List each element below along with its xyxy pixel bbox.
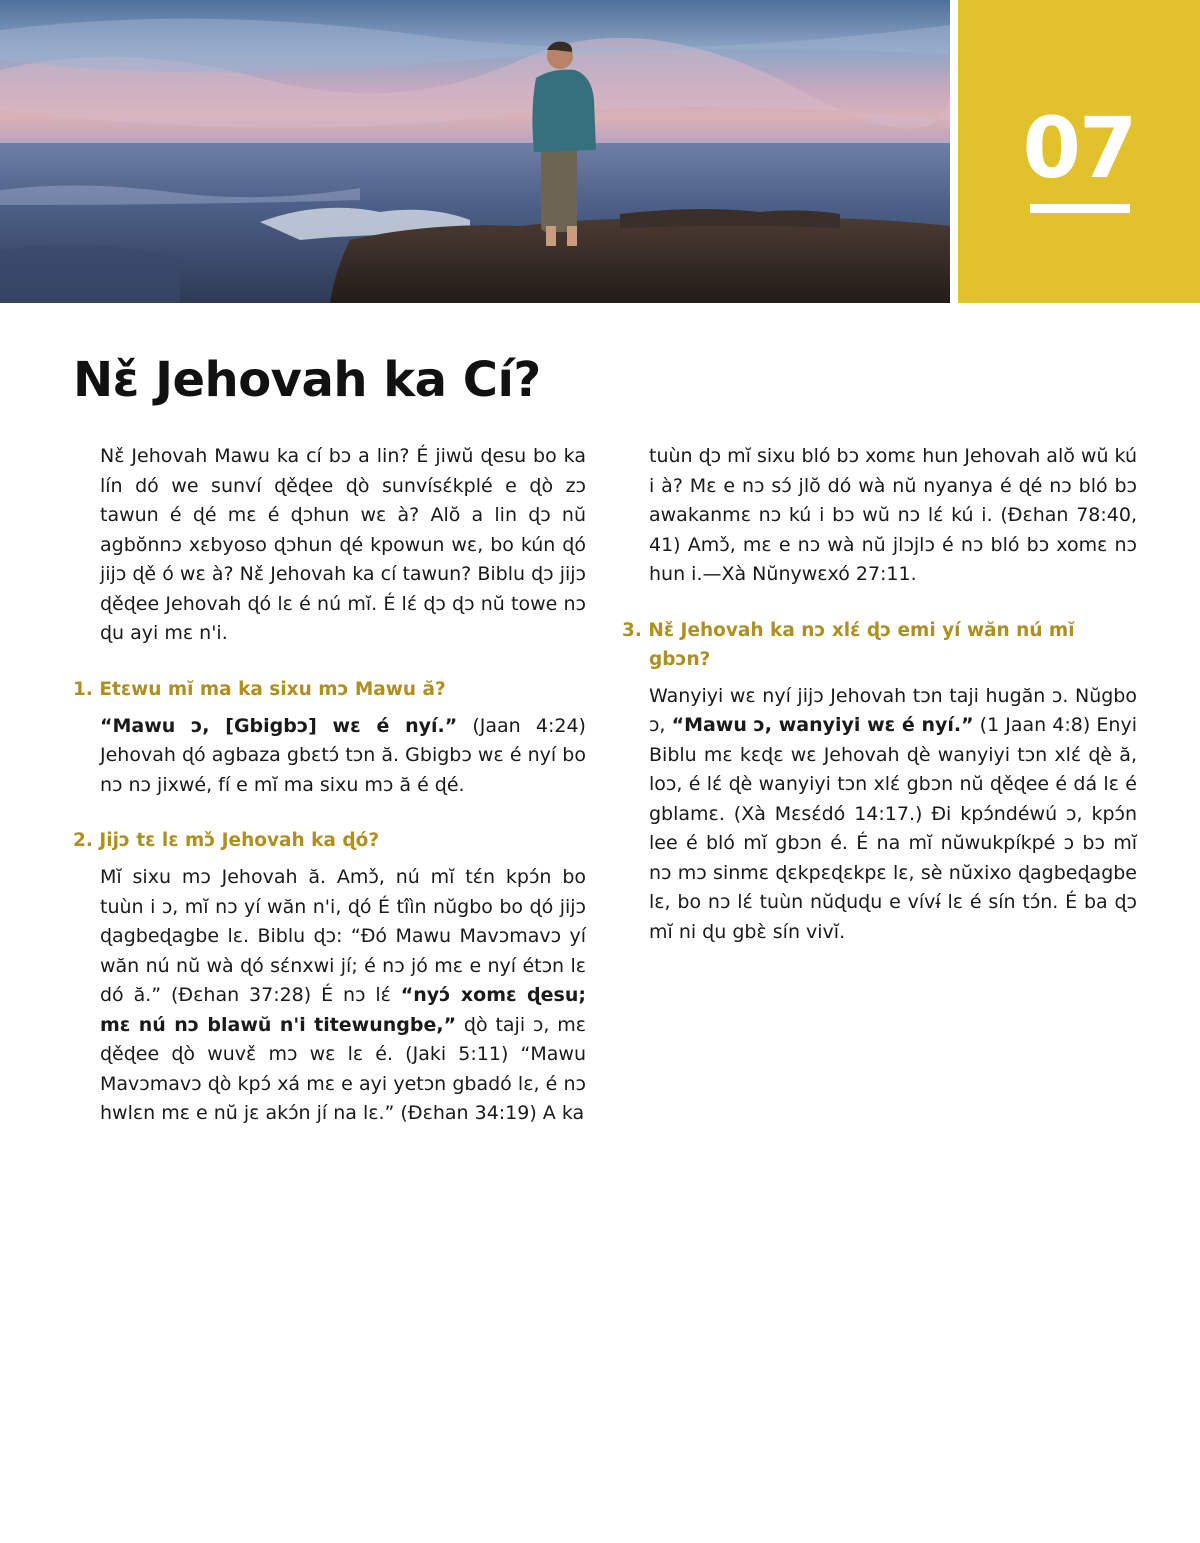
section-2-text-before: Mĭ sixu mɔ Jehovah ă. Amɔ̌, nú mĭ tɛ́n kpɔ́n bo tuùn i ɔ, mĭ nɔ yí wăn n'i, ɖó É tîìn nŭgbo bo ɖó jijɔ ɖagbeɖagbe lɛ. Biblu ɖɔ: “Ðó Mawu Mavɔmavɔ yí wăn nú nŭ wà ɖó sɛ́nxwi jí; é nɔ jó mɛ e nyí étɔn lɛ dó ă.” (Ðɛhan 37:28) É nɔ lɛ́ [100, 866, 586, 1006]
scripture-quote-3: “Mawu ɔ, wanyiyi wɛ é nyí.” [671, 714, 974, 736]
chapter-number: 07 [1022, 99, 1136, 197]
section-1-paragraph [73, 712, 586, 801]
chapter-number-box [958, 0, 1200, 303]
question-heading-2: 2. Jijɔ tɛ lɛ mɔ̌ Jehovah ka ɖó? [73, 830, 380, 851]
hero-photo [0, 0, 950, 303]
chapter-underline [1030, 204, 1130, 213]
text-column-right [622, 442, 1137, 947]
question-heading-1: 1. Etɛwu mĭ ma ka sixu mɔ Mawu ă? [73, 678, 446, 700]
scripture-quote-1: “Mawu ɔ, [Gbigbɔ] wɛ é nyí.” [100, 714, 458, 737]
section-1-text: (Jaan 4:24) Jehovah ɖó agbaza gbɛtɔ́ tɔn ă. Gbigbɔ wɛ é nyí bo nɔ nɔ jixwé, fí e mĭ ma sixu mɔ ă é ɖé. [100, 714, 586, 796]
page-title: Nɛ̌ Jehovah ka Cí? [73, 352, 541, 408]
section-2-text-after: ɖò taji ɔ, mɛ ɖěɖee ɖò wuvɛ̌ mɔ wɛ lɛ é. (Jaki 5:11) “Mawu Mavɔmavɔ ɖò kpɔ́ xá mɛ e ayi yetɔn gbadó lɛ, é nɔ hwlɛn mɛ e nŭ jɛ akɔ́n jí na lɛ.” (Ðɛhan 34:19) A ka [100, 1013, 587, 1124]
section-3-paragraph [622, 682, 1137, 948]
section-2-paragraph [73, 863, 586, 1129]
intro-paragraph: Nɛ̌ Jehovah Mawu ka cí bɔ a lin? É jiwŭ ɖesu bo ka lín dó we sunví ɖěɖee ɖò sunvísɛ́kplé e ɖò zɔ tawun é ɖé mɛ é ɖɔhun wɛ à? Alŏ a lin ɖɔ nŭ agbŏnnɔ xɛbyoso ɖɔhun ɖé kpowun wɛ, bo kún ɖó jijɔ ɖě ó wɛ à? Nɛ̌ Jehovah ka cí tawun? Biblu ɖɔ jijɔ ɖěɖee Jehovah ɖó lɛ é nú mĭ. É lɛ́ ɖɔ ɖɔ nŭ towe nɔ ɖu ayi mɛ n'i. [100, 445, 586, 644]
scripture-quote-2: “nyɔ́ xomɛ ɖesu; mɛ nú nɔ blawŭ n'i titewungbe,” [100, 984, 586, 1036]
section-3-text-before: Wanyiyi wɛ nyí jijɔ Jehovah tɔn taji hugăn ɔ. Nŭgbo ɔ, [649, 684, 1137, 736]
section-3-text-after: (1 Jaan 4:8) Enyi Biblu mɛ kɛɖɛ wɛ Jehovah ɖè wanyiyi tɔn xlɛ́ ɖè ă, loɔ, é lɛ́ ɖè wanyiyi tɔn xlɛ́ gbɔn nŭ ɖěɖee é dá lɛ é gblamɛ. (Xà Mɛsɛ́dó 14:17.) Ði kpɔ́ndéwú ɔ, kpɔ́n lee é bló mĭ gbɔn é. É na mĭ nŭwukpíkpé ɔ bɔ mĭ nɔ mɔ sinmɛ ɖɛkpɛɖɛkpɛ lɛ, sè nŭxixo ɖagbeɖagbe lɛ, bo nɔ lɛ́ tuùn nŭɖuɖu e vívɨ́ lɛ é sín tɔ́n. É ba ɖɔ mĭ ni ɖu gbɛ̀ sín vivĭ. [649, 714, 1137, 943]
text-column-left [73, 442, 586, 1129]
section-2-continuation: tuùn ɖɔ mĭ sixu bló bɔ xomɛ hun Jehovah alŏ wŭ kú i à? Mɛ e nɔ sɔ́ jlŏ dó wà nŭ nyanya é ɖé nɔ bló bɔ awakanmɛ nɔ kú i bɔ wŭ nɔ lɛ́ kú i. (Ðɛhan 78:40, 41) Amɔ̌, mɛ e nɔ wà nŭ jlɔjlɔ é nɔ bló bɔ xomɛ nɔ hun i.—Xà Nŭnywɛxó 27:11. [649, 445, 1137, 585]
question-heading-3: 3. Nɛ̌ Jehovah ka nɔ xlɛ́ ɖɔ emi yí wăn nú mĭ gbɔn? [622, 619, 1075, 670]
